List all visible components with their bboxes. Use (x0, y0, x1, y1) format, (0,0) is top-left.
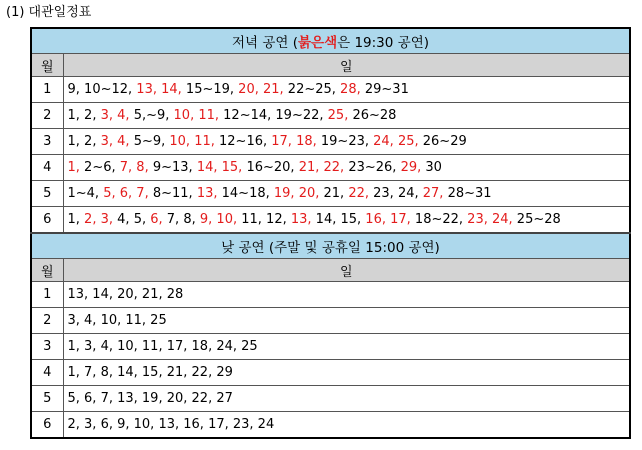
matinee-row (31, 360, 630, 386)
highlighted-day: 14, (161, 82, 186, 97)
day: 10~12, (84, 82, 137, 97)
evening-row (31, 77, 630, 103)
highlighted-day: 29, (400, 160, 426, 175)
day: 9, (67, 82, 85, 97)
day: 5~9, (133, 134, 170, 149)
evening-days-cell (63, 181, 630, 207)
highlighted-day: 3, (100, 134, 118, 149)
day: 5,~9, (133, 108, 174, 123)
highlighted-day: 25, (327, 108, 353, 123)
evening-days-cell (63, 129, 630, 155)
day: 21, (323, 186, 349, 201)
highlighted-day: 21, (262, 82, 288, 97)
day: 9~13, (152, 160, 197, 175)
day: 2, (84, 108, 101, 123)
matinee-days-cell: 1, 3, 4, 10, 11, 17, 18, 24, 25 (63, 334, 630, 360)
highlighted-day: 24, (373, 134, 398, 149)
day: 24, (397, 186, 423, 201)
day: 5, (133, 212, 151, 227)
day: 2~6, (84, 160, 120, 175)
highlighted-day: 17, (390, 212, 415, 227)
day: 22~25, (287, 82, 341, 97)
day: 1~4, (67, 186, 104, 201)
highlighted-day: 14, (196, 160, 222, 175)
evening-days-cell (63, 207, 630, 234)
day: 7, (166, 212, 184, 227)
matinee-rows (31, 282, 630, 439)
matinee-days-cell: 5, 6, 7, 13, 19, 20, 22, 27 (63, 386, 630, 412)
highlighted-day: 22, (348, 186, 374, 201)
evening-rows (31, 77, 630, 234)
day: 16~20, (246, 160, 299, 175)
evening-month-cell: 4 (31, 155, 63, 181)
day: 19~23, (320, 134, 374, 149)
matinee-month-cell: 5 (31, 386, 63, 412)
matinee-days-cell: 3, 4, 10, 11, 25 (63, 308, 630, 334)
day: 12~16, (219, 134, 272, 149)
highlighted-day: 20, (298, 186, 324, 201)
highlighted-day: 9, (199, 212, 217, 227)
day: 19~22, (275, 108, 328, 123)
matinee-row (31, 386, 630, 412)
highlighted-day: 18, (296, 134, 321, 149)
day: 23, (373, 186, 398, 201)
evening-month-cell: 6 (31, 207, 63, 234)
day: 1, (67, 134, 85, 149)
matinee-days-cell: 1, 7, 8, 14, 15, 21, 22, 29 (63, 360, 630, 386)
matinee-days-cell: 13, 14, 20, 21, 28 (63, 282, 630, 308)
day: 14, (315, 212, 341, 227)
evening-section (31, 28, 630, 77)
document-title: (1) 대관일정표 (6, 5, 92, 20)
matinee-row (31, 412, 630, 439)
day: 8~11, (152, 186, 197, 201)
highlighted-day: 1, (67, 160, 85, 175)
evening-days-cell (63, 103, 630, 129)
day: 1, (67, 212, 85, 227)
evening-row (31, 103, 630, 129)
matinee-section (31, 233, 630, 282)
evening-heading-prefix: 저녁 공연 ( (231, 35, 298, 51)
highlighted-day: 4, (117, 134, 134, 149)
evening-days-cell (63, 77, 630, 103)
highlighted-day: 23, (467, 212, 492, 227)
evening-day-header: 일 (63, 54, 630, 77)
highlighted-day: 7, (136, 186, 153, 201)
highlighted-day: 5, (103, 186, 120, 201)
highlighted-day: 13, (196, 186, 222, 201)
evening-month-cell: 2 (31, 103, 63, 129)
matinee-month-cell: 1 (31, 282, 63, 308)
highlighted-day: 6, (119, 186, 137, 201)
day: 15~19, (185, 82, 239, 97)
highlighted-day: 10, (173, 108, 199, 123)
evening-heading-red-word: 붉은색 (298, 35, 338, 51)
matinee-row (31, 282, 630, 308)
evening-days-cell (63, 155, 630, 181)
evening-month-cell: 3 (31, 129, 63, 155)
evening-heading (31, 28, 630, 54)
highlighted-day: 25, (397, 134, 423, 149)
matinee-heading: 낮 공연 (주말 및 공휴일 15:00 공연) (31, 233, 630, 259)
highlighted-day: 27, (422, 186, 448, 201)
schedule-table (30, 27, 631, 439)
highlighted-day: 13, (290, 212, 316, 227)
day: 8, (183, 212, 200, 227)
day: 26~28 (352, 108, 397, 123)
matinee-month-cell: 3 (31, 334, 63, 360)
evening-row (31, 155, 630, 181)
highlighted-day: 15, (221, 160, 247, 175)
evening-row (31, 181, 630, 207)
day: 14~18, (221, 186, 274, 201)
day: 12, (266, 212, 291, 227)
matinee-month-cell: 2 (31, 308, 63, 334)
day: 30 (425, 160, 442, 175)
matinee-days-cell: 2, 3, 6, 9, 10, 13, 16, 17, 23, 24 (63, 412, 630, 439)
highlighted-day: 3, (100, 108, 118, 123)
highlighted-day: 17, (271, 134, 297, 149)
matinee-month-cell: 4 (31, 360, 63, 386)
day: 25~28 (516, 212, 561, 227)
day: 18~22, (414, 212, 468, 227)
highlighted-day: 2, (84, 212, 101, 227)
highlighted-day: 11, (198, 108, 224, 123)
highlighted-day: 10, (216, 212, 242, 227)
evening-row (31, 129, 630, 155)
day: 11, (241, 212, 267, 227)
highlighted-day: 6, (150, 212, 167, 227)
matinee-day-header: 일 (63, 259, 630, 282)
day: 12~14, (223, 108, 276, 123)
highlighted-day: 4, (117, 108, 134, 123)
matinee-month-header: 월 (31, 259, 63, 282)
highlighted-day: 20, (238, 82, 263, 97)
highlighted-day: 8, (136, 160, 153, 175)
matinee-row (31, 308, 630, 334)
day: 1, (67, 108, 85, 123)
day: 29~31 (364, 82, 409, 97)
highlighted-day: 11, (194, 134, 220, 149)
highlighted-day: 16, (365, 212, 391, 227)
highlighted-day: 22, (323, 160, 349, 175)
evening-row (31, 207, 630, 234)
highlighted-day: 24, (491, 212, 517, 227)
day: 2, (84, 134, 101, 149)
highlighted-day: 3, (100, 212, 118, 227)
day: 23~26, (348, 160, 401, 175)
highlighted-day: 10, (169, 134, 195, 149)
highlighted-day: 19, (273, 186, 299, 201)
day: 15, (340, 212, 366, 227)
highlighted-day: 13, (136, 82, 162, 97)
matinee-month-cell: 6 (31, 412, 63, 439)
evening-month-header: 월 (31, 54, 63, 77)
highlighted-day: 7, (119, 160, 137, 175)
day: 28~31 (447, 186, 492, 201)
highlighted-day: 28, (340, 82, 365, 97)
evening-heading-suffix: 은 19:30 공연) (337, 35, 430, 51)
matinee-row (31, 334, 630, 360)
day: 26~29 (422, 134, 467, 149)
day: 4, (117, 212, 134, 227)
evening-month-cell: 5 (31, 181, 63, 207)
evening-month-cell: 1 (31, 77, 63, 103)
highlighted-day: 21, (298, 160, 324, 175)
